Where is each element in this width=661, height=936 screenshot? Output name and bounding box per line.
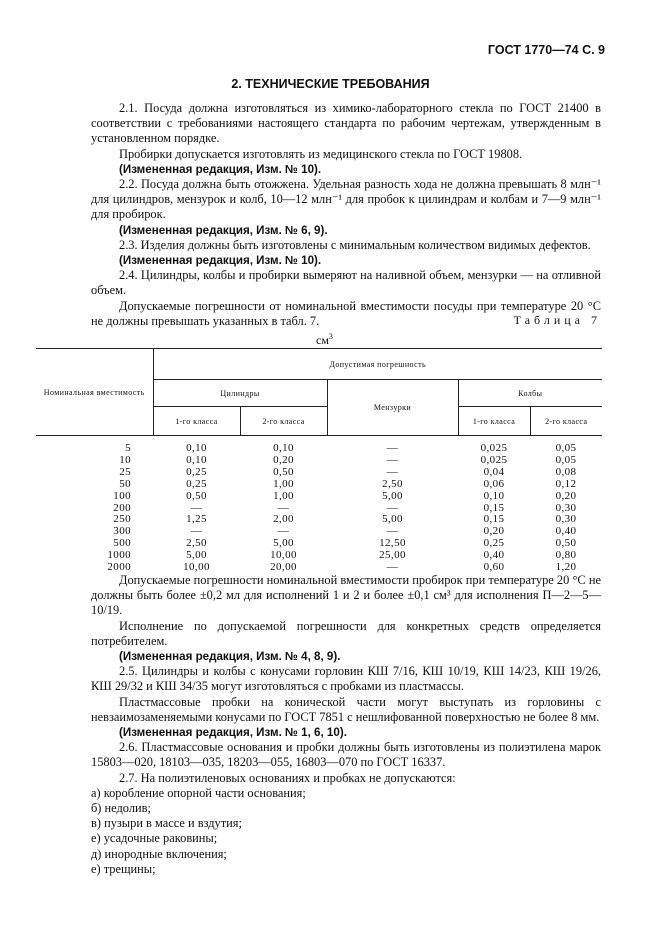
cell-cylinder-class2: 5,00 [273,537,294,550]
header-flasks: Колбы [458,380,602,407]
cell-flask-class2: 0,05 [555,442,577,454]
cell-flask-class1: 0,20 [483,525,505,538]
cell-flask-class1: 0,25 [483,537,505,550]
header-nominal-capacity: Номинальная вместимость [36,349,153,436]
cell-nominal-capacity: 25 [119,465,131,478]
cell-flask-class1: 0,15 [483,513,505,526]
cell-beaker: — [386,453,399,466]
cell-nominal-capacity: 50 [119,477,131,490]
cell-cylinder-class2: 1,00 [273,489,294,502]
cell-nominal-capacity: 1000 [107,549,131,562]
cell-flask-class1: 0,15 [483,501,505,514]
cell-cylinder-class2: 20,00 [270,561,297,574]
table-caption: Таблица 7 [513,313,601,327]
cell-flask-class2: 0,08 [555,465,577,478]
paragraph-2-2: 2.2. Посуда должна быть отожжена. Удельная разность хода не должна превышать 8 млн⁻¹ для цилиндров, мензурок и колб, 10—12 млн⁻¹ для пробок к цилиндрам и колбам и 7—9 млн⁻¹ для пробирок. [91,177,601,222]
cell-cylinder-class2: 0,20 [273,453,294,466]
header-flasks-class2: 2-го класса [530,407,602,436]
paragraph-2-5b: Пластмассовые пробки на конической части могут выступать из горловины с невзаимозаменяемыми конусами по ГОСТ 7851 с нешлифованной поверхностью не более 8 мм. [91,694,601,724]
defect-list-item: д) инородные включения; [91,846,227,861]
cell-cylinder-class1: 0,10 [186,442,207,454]
cell-flask-class1: 0,025 [480,442,508,454]
paragraph-tube-tolerance: Допускаемые погрешности номинальной вместимости пробирок при температуре 20 °С не должны быть более ±0,2 мл для исполнений 1 и 2 и более ±0,1 см³ для исполнения П—2—5—10/19. [91,573,601,618]
revision-note: (Измененная редакция, Изм. № 6, 9). [119,223,328,237]
header-cylinders: Цилиндры [153,380,327,407]
page-header: ГОСТ 1770—74 С. 9 [487,43,605,57]
revision-note: (Измененная редакция, Изм. № 4, 8, 9). [119,650,341,664]
cell-beaker: 25,00 [379,549,406,562]
tolerance-table [36,348,602,574]
cell-cylinder-class2: — [277,525,290,538]
revision-note: (Измененная редакция, Изм. № 10). [119,162,322,176]
cell-cylinder-class2: 1,00 [273,477,294,490]
cell-flask-class2: 0,30 [555,513,577,526]
cell-flask-class1: 0,025 [480,453,508,466]
cell-beaker: — [386,442,399,454]
cell-beaker: 12,50 [379,537,406,550]
defect-list-item: е) усадочные раковины; [91,831,218,846]
defect-list-item: б) недолив; [91,801,151,816]
paragraph-2-4: 2.4. Цилиндры, колбы и пробирки вымеряют на наливной объем, мензурки — на отливной объем. [91,268,601,298]
header-tolerance: Допустимая погрешность [153,349,602,380]
cell-flask-class1: 0,40 [483,549,505,562]
cell-cylinder-class1: — [190,525,203,538]
cell-beaker: — [386,525,399,538]
cell-cylinder-class2: 2,00 [273,513,294,526]
cell-nominal-capacity: 200 [113,501,131,514]
cell-flask-class2: 1,20 [555,561,577,574]
cell-cylinder-class2: — [277,501,290,514]
cell-cylinder-class1: 1,25 [186,513,207,526]
cell-cylinder-class2: 10,00 [270,549,297,562]
table-unit [316,332,333,348]
cell-beaker: 5,00 [382,513,403,526]
cell-cylinder-class2: 0,10 [273,442,294,454]
paragraph-2-1: 2.1. Посуда должна изготовляться из химико-лабораторного стекла по ГОСТ 21400 в соответствии с требованиями настоящего стандарта по рабочим чертежам, утвержденным в установленном порядке. [91,101,601,146]
paragraph-2-6: 2.6. Пластмассовые основания и пробки должны быть изготовлены из полиэтилена марок 15803—020, 18103—035, 18203—055, 16803—070 по ГОСТ 16337. [91,740,601,770]
cell-flask-class2: 0,05 [555,453,577,466]
cell-cylinder-class2: 0,50 [273,465,294,478]
cell-cylinder-class1: 10,00 [183,561,210,574]
defect-list-item: в) пузыри в массе и вздутия; [91,816,242,831]
cell-flask-class1: 0,06 [483,477,505,490]
paragraph-2-3: 2.3. Изделия должны быть изготовлены с минимальным количеством видимых дефектов. [119,237,591,252]
cell-flask-class2: 0,50 [555,537,577,550]
defect-list-item: е) трещины; [91,861,156,876]
cell-beaker: 2,50 [382,477,403,490]
defect-list-item: а) коробление опорной части основания; [91,785,306,800]
cell-cylinder-class1: 0,10 [186,453,207,466]
text-block-top [91,101,601,329]
cell-flask-class1: 0,10 [483,489,505,502]
cell-cylinder-class1: 0,25 [186,477,207,490]
cell-nominal-capacity: 250 [113,513,131,526]
cell-cylinder-class1: 0,50 [186,489,207,502]
cell-flask-class1: 0,60 [483,561,505,574]
header-cylinders-class2: 2-го класса [240,407,327,436]
table-body [36,436,602,574]
cell-flask-class2: 0,30 [555,501,577,514]
cell-cylinder-class1: 0,25 [186,465,207,478]
header-flasks-class1: 1-го класса [458,407,530,436]
cell-nominal-capacity: 5 [125,442,131,454]
cell-cylinder-class1: — [190,501,203,514]
cell-nominal-capacity: 10 [119,453,131,466]
header-beakers: Мензурки [327,380,458,436]
cell-flask-class1: 0,04 [483,465,505,478]
cell-cylinder-class1: 5,00 [186,549,207,562]
table-row [36,436,602,455]
header-cylinders-class1: 1-го класса [153,407,240,436]
paragraph-2-5: 2.5. Цилиндры и колбы с конусами горловин КШ 7/16, КШ 10/19, КШ 14/23, КШ 19/26, КШ 29/32 и КШ 34/35 могут изготовляться с пробками из пластмассы. [91,664,601,694]
text-block-bottom [91,573,601,877]
table-row [36,467,602,479]
table-row [36,491,602,503]
paragraph-2-4b: Допускаемые погрешности от номинальной вместимости посуды при температуре 20 °С не должны превышать указанных в табл. 7. [91,298,601,328]
cell-beaker: — [386,561,399,574]
table-row [36,479,602,491]
table-unit-sup: 3 [328,332,333,341]
revision-note: (Измененная редакция, Изм. № 1, 6, 10). [119,726,347,740]
cell-flask-class2: 0,12 [555,477,577,490]
cell-nominal-capacity: 2000 [107,561,131,574]
section-title: 2. ТЕХНИЧЕСКИЕ ТРЕБОВАНИЯ [231,77,430,91]
cell-cylinder-class1: 2,50 [186,537,207,550]
cell-nominal-capacity: 500 [113,537,131,550]
table-unit-text: см [316,333,329,347]
cell-nominal-capacity: 100 [113,489,131,502]
paragraph-2-1b: Пробирки допускается изготовлять из медицинского стекла по ГОСТ 19808. [119,146,523,161]
cell-beaker: 5,00 [382,489,403,502]
paragraph-execution: Исполнение по допускаемой погрешности для конкретных средств определяется потребителем. [91,618,601,648]
cell-flask-class2: 0,20 [555,489,577,502]
cell-flask-class2: 0,40 [555,525,577,538]
revision-note: (Измененная редакция, Изм. № 10). [119,254,322,268]
cell-nominal-capacity: 300 [113,525,131,538]
cell-beaker: — [386,501,399,514]
cell-beaker: — [386,465,399,478]
paragraph-2-7: 2.7. На полиэтиленовых основаниях и пробках не допускаются: [119,770,456,785]
cell-flask-class2: 0,80 [555,549,577,562]
